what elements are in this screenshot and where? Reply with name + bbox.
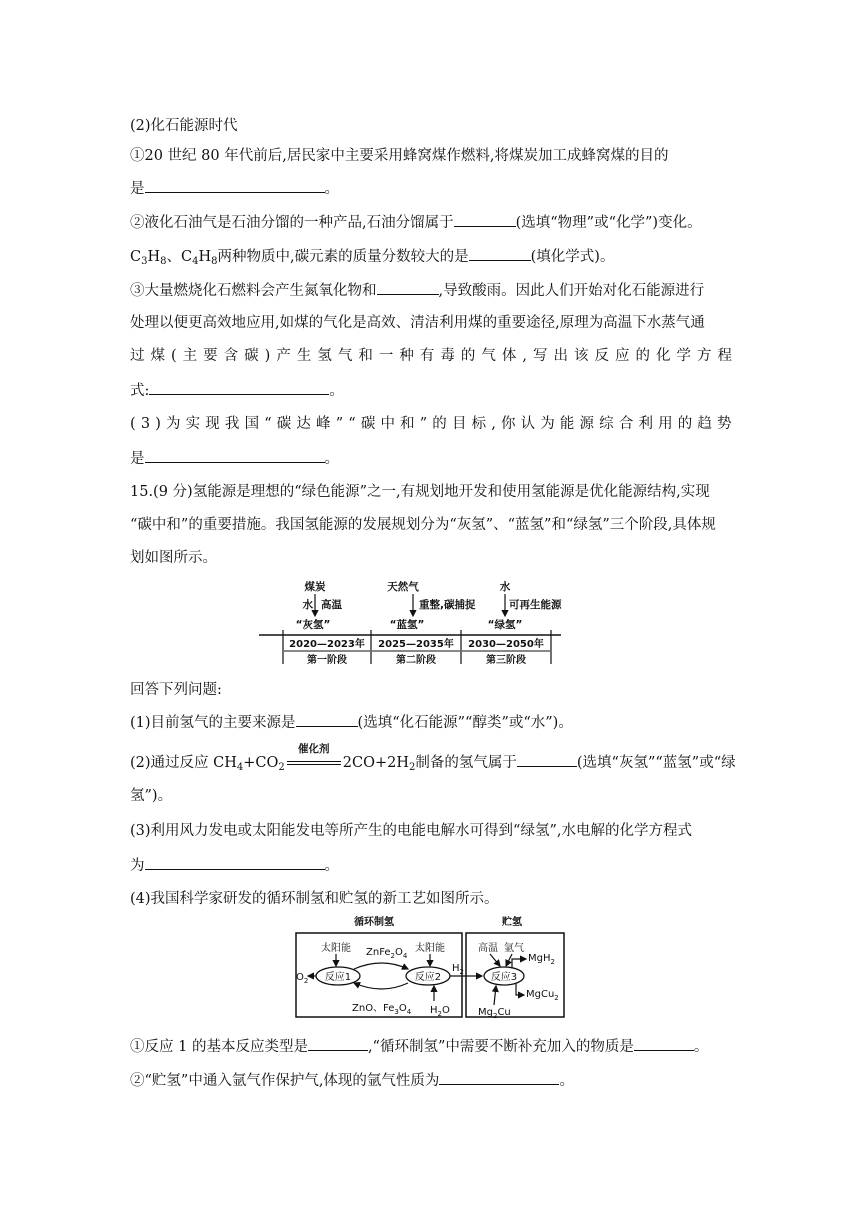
stage3-name: “绿氢” <box>487 619 523 631</box>
answer-blank[interactable] <box>296 712 358 727</box>
solar1-label: 太阳能 <box>321 943 351 954</box>
stage2-source: 天然气 <box>387 581 419 593</box>
part-3-cont: 为 。 <box>130 855 732 876</box>
o2-label: $O_2$ <box>296 972 309 985</box>
answer-blank[interactable] <box>469 246 531 261</box>
stage3-label: 第三阶段 <box>486 655 526 666</box>
cycle-hydrogen-diagram <box>290 913 570 1025</box>
answer-intro: 回答下列问题: <box>130 682 222 698</box>
part-2-cont: 氢”)。 <box>130 788 173 804</box>
question-2-3: ③大量燃烧化石燃料会产生氮氧化物和 ,导致酸雨。因此人们开始对化石能源进行 <box>130 280 732 301</box>
mgh2-label: MgH$_2$ <box>528 953 555 966</box>
stage1-source: 煤炭 <box>304 581 326 593</box>
catalyst-equals-sign: 催化剂 <box>285 753 343 773</box>
reaction2-label: 反应2 <box>414 972 442 983</box>
answer-blank[interactable] <box>308 1036 368 1051</box>
cycle-title: 循环制氢 <box>354 917 394 928</box>
stage1-label: 第一阶段 <box>307 655 347 666</box>
reaction1-label: 反应1 <box>324 972 352 983</box>
stage3-source: 水 <box>499 581 511 593</box>
question-2-2: ②液化石油气是石油分馏的一种产品,石油分馏属于 (选填“物理”或“化学”)变化。 <box>130 212 732 233</box>
answer-blank[interactable] <box>149 380 329 395</box>
stage2-cond: 重整,碳捕捉 <box>419 599 476 611</box>
question-2-2-cont: $C_3H_8$、$C_4H_8$两种物质中,碳元素的质量分数较大的是 (填化学式)。 <box>130 246 732 267</box>
answer-blank[interactable] <box>145 178 325 193</box>
part-2: (2)通过反应 $CH_4+CO_2$ 催化剂 $2CO+2H_2$制备的氢气属于 (选填“灰氢”“蓝氢”或“绿 <box>130 743 736 773</box>
high-temp-label: 高温 <box>478 943 498 954</box>
answer-blank[interactable] <box>517 752 577 767</box>
question-2-1-cont: 是 。 <box>130 178 732 199</box>
mg2cu-label: $Mg_2Cu$ <box>478 1007 511 1020</box>
section-3-line2: 是 。 <box>130 448 732 469</box>
sub-question-2: ②“贮氢”中通入氩气作保护气,体现的氩气性质为 。 <box>130 1070 732 1091</box>
question-2-3-line3: 过 煤 ( 主 要 含 碳 ) 产 生 氢 气 和 一 种 有 毒 的 气 体 , 写 出 该 反 应 的 化 学 方 程 <box>130 348 732 364</box>
question-2-3-line2: 处理以便更高效地应用,如煤的气化是高效、清洁利用煤的重要途径,原理为高温下水蒸气通 <box>130 315 705 331</box>
zno-fe3o4-label: ZnO、$Fe_3O_4$ <box>352 1003 412 1016</box>
stage2-years: 2025—2035年 <box>378 639 454 650</box>
reaction3-label: 反应3 <box>490 972 518 983</box>
stage2-name: “蓝氢” <box>389 619 425 631</box>
solar2-label: 太阳能 <box>415 943 445 954</box>
mgcu2-label: MgCu$_2$ <box>526 989 559 1002</box>
question-2-3-line4: 式: 。 <box>130 380 732 401</box>
answer-blank[interactable] <box>439 1070 559 1085</box>
answer-blank[interactable] <box>377 280 439 295</box>
stage3-cond: 可再生能源 <box>509 599 562 611</box>
section-3-line1: ( 3 ) 为 实 现 我 国 “ 碳 达 峰 ” “ 碳 中 和 ” 的 目 标 , 你 认 为 能 源 综 合 利 用 的 趋 势 <box>130 416 732 432</box>
hydrogen-timeline-figure <box>255 578 565 668</box>
stage2-label: 第二阶段 <box>396 655 436 666</box>
question-15-line2: “碳中和”的重要措施。我国氢能源的发展规划分为“灰氢”、“蓝氢”和“绿氢”三个阶段,具体规 <box>130 517 716 533</box>
part-4: (4)我国科学家研发的循环制氢和贮氢的新工艺如图所示。 <box>130 891 499 907</box>
sub-question-1: ①反应 1 的基本反应类型是 ,“循环制氢”中需要不断补充加入的物质是 。 <box>130 1036 732 1057</box>
part-1: (1)目前氢气的主要来源是 (选填“化石能源”“醇类”或“水”)。 <box>130 712 732 733</box>
part-3: (3)利用风力发电或太阳能发电等所产生的电能电解水可得到“绿氢”,水电解的化学方程式 <box>130 823 692 839</box>
question-15-line3: 划如图所示。 <box>130 550 217 566</box>
section-title: (2)化石能源时代 <box>130 118 238 134</box>
stage1-name: “灰氢” <box>295 619 331 631</box>
h2-label: $H_2$ <box>452 963 464 976</box>
stage1-cond-right: 高温 <box>321 599 342 611</box>
h2o-label: $H_2O$ <box>430 1005 450 1018</box>
stage1-years: 2020—2023年 <box>289 639 365 650</box>
storage-title: 贮氢 <box>502 917 522 928</box>
answer-blank[interactable] <box>454 212 516 227</box>
argon-label: 氩气 <box>504 943 524 954</box>
answer-blank[interactable] <box>145 855 325 870</box>
answer-blank[interactable] <box>634 1036 694 1051</box>
question-2-1: ①20 世纪 80 年代前后,居民家中主要采用蜂窝煤作燃料,将煤炭加工成蜂窝煤的目的 <box>130 148 669 164</box>
znfe2o4-label: $ZnFe_2O_4$ <box>366 947 408 960</box>
answer-blank[interactable] <box>145 448 325 463</box>
question-15-line1: 15.(9 分)氢能源是理想的“绿色能源”之一,有规划地开发和使用氢能源是优化能源结构,实现 <box>130 484 710 500</box>
stage3-years: 2030—2050年 <box>468 639 544 650</box>
stage1-cond-left: 水 <box>302 599 313 611</box>
